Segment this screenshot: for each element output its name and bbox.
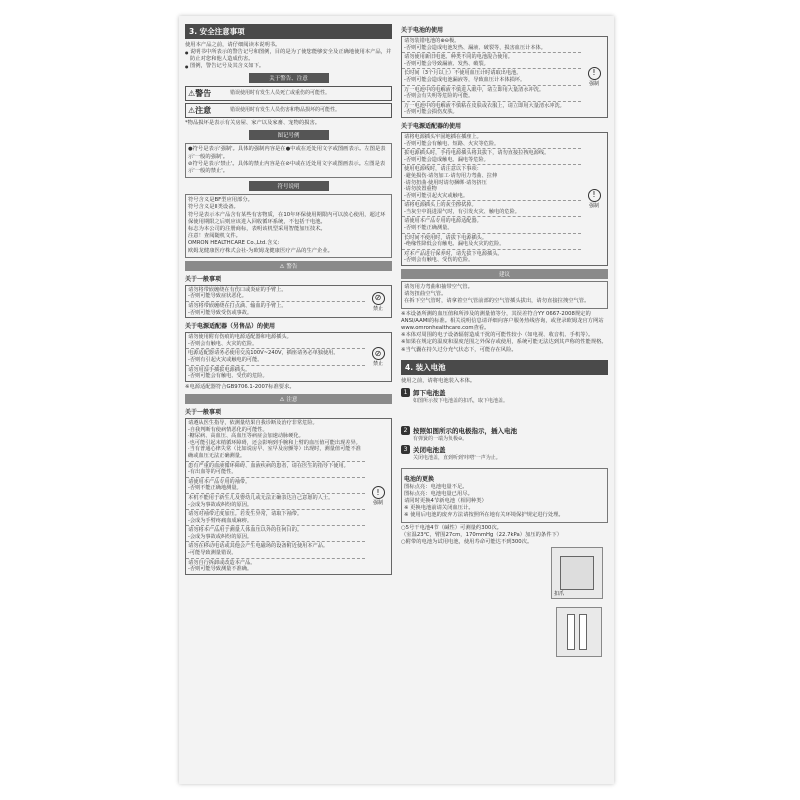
note-adapter-standard: ※电源适配器符合GB9706.1-2007标准要求。 [185,383,295,390]
advice-box [401,281,608,309]
replace-item: ※ 使用后电池的废弃方法请按照所在地有关环境保护规定进行处理。 [404,512,564,519]
battery-use-box: 请勿装错电池的⊕⊖极。 -否则可能会造成电池发热、漏液、破裂等，损害血压计本体。 请勿使用新旧电池、种类不同的电池混合使用。 -否则可能会导致漏液、发热、破裂。 长时间（3个月以上）不使用血压计时请取出电池。 -否则可能会造成电池漏液等，导致血压计本体损坏。 万一电池中的电解液不慎进入眼中，请立即用大量清水冲洗。 -否则会有失明等危险的可能。 万一电池中的电解液不慎粘在皮肤或衣服上，请立即用大量清水冲洗。 -否则可能会损伤皮肤。 ! 强制 [401,36,608,118]
sub-general-caution: 关于一般事项 [185,408,222,416]
battery-insert-illustration [556,607,602,657]
prohibited-icon: ⊘ [372,347,385,360]
warning-label: ⚠警告 [188,89,212,99]
caution-label: ⚠注意 [188,106,212,116]
advice-item: 请勿用力弯曲和抽带空气管。 [404,284,473,291]
b1-item: 万一电池中的电解液不慎进入眼中，请立即用大量清水冲洗。 -否则会有失明等危险的可能。 [402,86,581,102]
pill-symbol-examples: 图记号例 [249,130,329,140]
battery-replace-box [401,468,608,523]
step-2-sub: 有弹簧的一端为负极⊖。 [413,435,468,442]
caution-row [185,103,392,118]
bullet-1: ● 说明书中所表示的警告记号和图例，目的是为了使您能够安全及正确地使用本产品，并防止对您和他人造成伤害。 [185,49,392,63]
pill-warning-caution: 关于警告、注意 [249,73,329,83]
example-prohibited: ⊘符号是表示'禁止'。具体的禁止内容是在⊘中或在近处用文字或图画表示。左图是表示'一般的禁止'。 [188,160,386,175]
c1-item: 请勿将本产品用于测量人体血压以外的任何目的。 -会成为事故或纠纷的原因。 [186,526,365,542]
b2-item: 请将电源插头上的灰尘擦拭掉。 -当灰尘中混进湿气时，有引发火灾、触电的危险。 [402,201,581,217]
replace-title: 电池的更换 [404,475,435,483]
sym-class2: 符号含义是II类设备。 [188,204,239,211]
c1-item: 本机不能用于新生儿及婴幼儿或无法正确表达自己意愿的人士。 -会成为事故或纠纷的原因。 [186,494,365,510]
symbol-examples-box [185,143,392,178]
w2-item: 请勿使用附有伤痕的电源适配器和电源插头。 -否则会有触电、火灾的危险。 [186,333,365,349]
band-advice: 建议 [401,269,608,279]
battery-cover-illustration: 扣爪 [551,547,603,599]
sub-adapter: 关于电源适配器（另售品）的使用 [185,323,276,331]
bullet-2: ● 图例，警告记号及其含义如下。 [185,63,392,70]
b1-item: 请勿装错电池的⊕⊖极。 -否则可能会造成电池发热、漏液、破裂等，损害血压计本体。 [402,37,581,53]
caution-text: 错误使用时有发生人员伤害和物品损坏的可能性。 [230,107,341,114]
w1-item: 请勿将带嵌缠绕在有伤口或炎症的手臂上。 -否则可能导致症状恶化。 [186,286,365,302]
step-2: 2 按照如图所示的电极指示，插入电池 [401,426,531,435]
mandatory-icon: ! [588,189,601,202]
b2-item: 请将电源插头牢固地插在插座上。 -否则可能会有触电、短路、火灾等危险。 [402,133,581,149]
battery-life-note: ○5号干电池4节（碱性）可测量约300次。 [401,524,502,531]
b2-item: 请使用本产品专用的电源适配器。 -否则不能正确测量。 [402,217,581,233]
c1-item: 请勿在移动电话或其他会产生电磁场的设备附近使用本产品。 -可能导致测量错误。 [186,542,365,558]
step-3: 3 关闭电池盖 [401,445,531,454]
note-item: ※本设备所测的血压值和所涉及的测量值等分，其误差符合YY 0667-2008规定的ANSI/AAMI的标准。相关说明信息请详细向客户服务热线咨询，或登录欧姆龙官方网站www.omronhealthcare.com查看。 [401,310,604,332]
pill-symbol-meaning: 符号说明 [249,181,329,191]
sym-bf: 符号含义是BF型应用部分。 [188,197,253,204]
instruction-sheet [179,16,614,784]
steps-block [401,388,531,462]
battery-life-condition: （室温23℃，臂围27cm，170mmHg（22.7kPa）加压的条件下） [401,531,563,538]
b1-item: 长时间（3个月以上）不使用血压计时请取出电池。 -否则可能会造成电池漏液等，导致血压计本体损坏。 [402,69,581,85]
warning-general-box: 请勿将带嵌缠绕在有伤口或炎症的手臂上。 -否则可能导致症状恶化。 请勿将带嵌缠绕在打点滴、输血的手臂上。 -否则可能导致受伤或事故。 ⊘ 禁止 [185,285,392,318]
w1-item: 请勿将带嵌缠绕在打点滴、输血的手臂上。 -否则可能导致受伤或事故。 [188,303,287,316]
adapter-use-box: 请将电源插头牢固地插在插座上。 -否则可能会有触电、短路、火灾等危险。 拔电源插头时，手持电源插头将其拔下，请勿直接拉拽电源线。 -否则可能会造成触电、漏电等危险。 使用电源线时，请注意以下事项： ·避免损伤·请勿加工·请勿用力弯曲、拉伸 ·请勿扭曲·使用时请勿捆绑·请勿挤压 ·请勿放置重物 -否则可能引起火灾或触电。 请将电源插头上的灰尘擦拭掉。 -当灰尘中混进湿气时，有引发火灾、触电的危险。 请使用本产品专用的电源适配器。 -否则不能正确测量。 长时间不使用时，请拔下电源插头。 -绝缘性降低会有触电、漏电及火灾的危险。 对本产品进行保养时，请先拔下电源插头。 -否则会有触电、受伤的危险。 ! 强制 [401,132,608,266]
right-column [401,22,608,778]
b1-item: 万一电池中的电解液不慎粘在皮肤或衣服上，请立即用大量清水冲洗。 -否则可能会损伤皮肤。 [404,102,565,116]
c1-item: 请遵从医生指导，依测量结果自我诊断及治疗非常危险。 -自我判断有使病情恶化的可能性。 ·糖尿病、高血压、高血压等病症会加速动脉硬化。 ·也可能引起末梢循环障碍，还会影响到手腕和上臂的血压值可能出现差异。 ·当有普通心律失常（比如说房早、室早及房颤等）出现时，测量值可能不准确或血压无法正确测量。 [186,419,365,462]
sub-general: 关于一般事项 [185,275,222,283]
left-column [185,22,392,778]
prohibited-icon: ⊘ [372,292,385,305]
mandatory-icon: ! [588,67,601,80]
battery-intro: 使用之前，请将电池装入本体。 [401,377,476,384]
b2-item: 拔电源插头时，手持电源插头将其拔下，请勿直接拉拽电源线。 -否则可能会造成触电、漏电等危险。 [402,149,581,165]
c1-item: 患有严重的血液循环障碍、血液疾病的患者，请在医生的指导下使用。 -有出血等的可能性。 [186,462,365,478]
b1-item: 请勿使用新旧电池、种类不同的电池混合使用。 -否则可能会导致漏液、发热、破裂。 [402,53,581,69]
warning-row [185,86,392,101]
adapter-use-heading: 关于电源适配器的使用 [401,122,462,130]
replace-item: 请同时更换4节新电池（相同种类） [404,497,487,504]
mandatory-icon: ! [372,486,385,499]
b2-item: 长时间不使用时，请拔下电源插头。 -绝缘性降低会有触电、漏电及火灾的危险。 [402,234,581,250]
section-title-battery: 4. 装入电池 [401,360,608,375]
c1-item: 请勿自行拆卸或改造本产品。 -否则可能导致测量不准确。 [188,559,256,573]
section-title-safety: 3. 安全注意事项 [185,24,392,39]
intro-text: 使用本产品之前，请仔细阅读本说明书。 [185,42,281,48]
omron-line-2: 欧姆龙健康医疗株式会社-为欧姆龙健康医疗产品的生产企业。 [188,247,333,254]
replace-item: ※ 更换电池前请关闭血压计。 [404,505,474,512]
note-item: ※当气囊在持久过分充气状态下，可能存在风险。 [401,346,517,353]
caution-general-box: 请遵从医生指导，依测量结果自我诊断及治疗非常危险。 -自我判断有使病情恶化的可能性。 ·糖尿病、高血压、高血压等病症会加速动脉硬化。 ·也可能引起末梢循环障碍，还会影响到手腕和上臂的血压值可能出现差异。 ·当有普通心律失常（比如说房早、室早及房颤等）出现时，测量值可能不准确或血压无法正确测量。 患有严重的血液循环障碍、血液疾病的患者，请在医生的指导下使用。 -有出血等的可能性。 请使用本产品专用的袖带。 -否则不能正确地测量。 本机不能用于新生儿及婴幼儿或无法正确表达自己意愿的人士。 -会成为事故或纠纷的原因。 请勿对袖带过度加压。若发生异常，请取下袖带。 -会成为手臂疼痛血成麻痹。 请勿将本产品用于测量人体血压以外的任何目的。 -会成为事故或纠纷的原因。 请勿在移动电话或其他会产生电磁场的设备附近使用本产品。 -可能导致测量错误。 请勿自行拆卸或改造本产品。 -否则可能导致测量不准确。 ! 强制 [185,418,392,575]
step-1-sub: 如图所示按下电池盖的扣爪，取下电池盖。 [413,398,509,405]
w2-item: 请勿用湿手插拔电源插头。 -否则可能会有触电、受伤的危险。 [188,366,268,380]
omron-line-1: OMRON HEALTHCARE Co.,Ltd.含义: [188,240,280,247]
w2-item: 电源适配器请务必使用交流100V~240V，插座请务必单独使用。 -否则有引起火灾或触电的可能。 [186,349,365,365]
c1-item: 请使用本产品专用的袖带。 -否则不能正确地测量。 [186,478,365,494]
note-property: *物品损坏是表示有关房屋、家产以及家畜、宠物的损害。 [185,120,321,127]
c1-item: 请勿对袖带过度加压。若发生异常，请取下袖带。 -会成为手臂疼痛血成麻痹。 [186,510,365,526]
replace-item: 图标点亮：电池电量不足。 [404,483,468,490]
step-3-sub: 关闭电池盖，直到听到'咔嗒'一声为止。 [413,455,501,462]
band-warning: ⚠ 警告 [185,261,392,271]
warning-text: 错误使用时有发生人员死亡或重伤的可能性。 [230,90,331,97]
sym-attention: 注意！查阅随机文件。 [188,233,241,240]
advice-item: 请勿扭曲空气管。 [404,291,447,298]
advice-item: 在拆下空气管时，请拿着空气管前部的空气管插头拔出，请勿直接拉拽空气管。 [404,298,590,305]
sym-intellisense: 标志为本公司的注册商标，表明该机型采用智能加压技术。 [188,226,326,233]
trial-battery-note: ○附带的电池为试用电池，使用寿命可能达不到300次。 [401,538,533,545]
step-1: 1 卸下电池盖 [401,388,531,397]
b2-item: 使用电源线时，请注意以下事项： ·避免损伤·请勿加工·请勿用力弯曲、拉伸 ·请勿扭曲·使用时请勿捆绑·请勿挤压 ·请勿放置重物 -否则可能引起火灾或触电。 [402,165,581,201]
sym-eco: 符号是表示本产品含有某些有害物质，在10年环保使用期限内可以放心使用，超过环保使用期限之后则应该进入回收循环系统，不包括干电池。 [188,211,386,225]
note-item: ※本体对周围的电子设备辐射造成干扰的可能性较小（如电视、收音机、手机等）。 [401,332,594,339]
warning-adapter-box: 请勿使用附有伤痕的电源适配器和电源插头。 -否则会有触电、火灾的危险。 电源适配器请务必使用交流100V~240V，插座请务必单独使用。 -否则有引起火灾或触电的可能。 请勿用湿手插拔电源插头。 -否则可能会有触电、受伤的危险。 ⊘ 禁止 [185,332,392,382]
note-item: ※如果在规定的温度和湿度范围之外保存或使用，系统可能无法达到其声称的性能规格。 [401,339,607,346]
band-caution: ⚠ 注意 [185,394,392,404]
replace-item: 图标点亮：电池电量已用尽。 [404,490,473,497]
battery-use-heading: 关于电池的使用 [401,27,444,34]
example-mandatory: ●符号是表示'强制'。具体的强制内容是在●中或在近处用文字或图画表示。左图是表示'一般的强制'。 [188,146,386,160]
symbol-meaning-box [185,194,392,258]
b2-item: 对本产品进行保养时，请先拔下电源插头。 -否则会有触电、受伤的危险。 [404,250,503,264]
